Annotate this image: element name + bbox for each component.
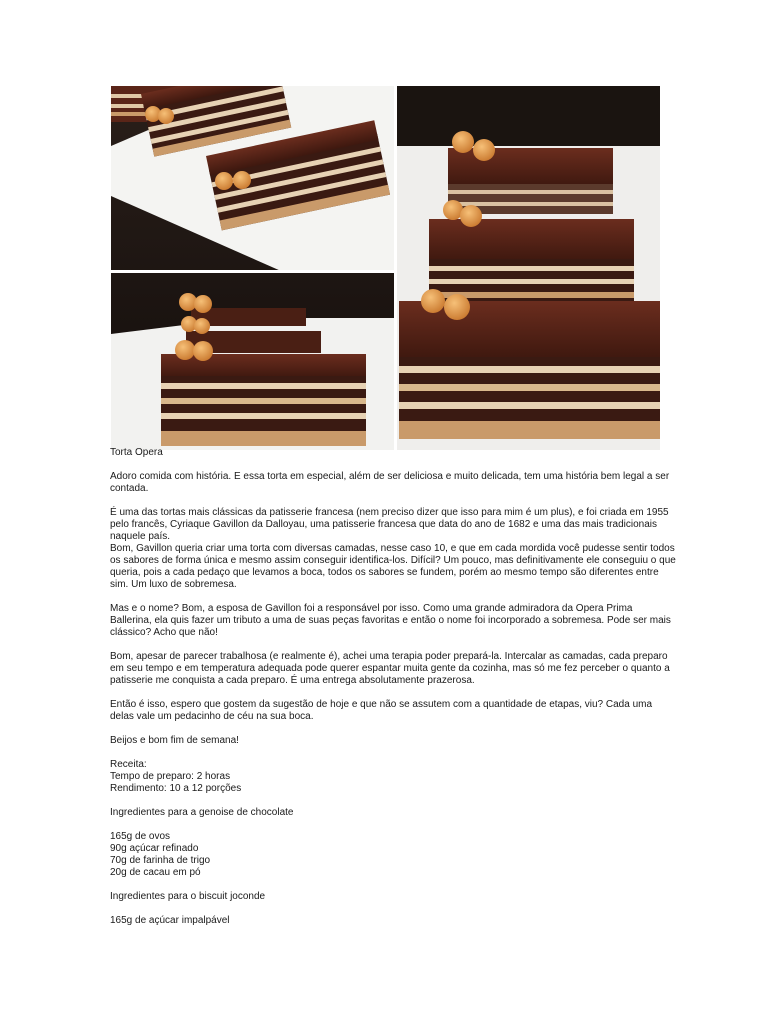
paragraph-line: 165g de ovos bbox=[110, 831, 171, 842]
paragraph-line: 20g de cacau em pó bbox=[110, 867, 201, 878]
article-paragraph bbox=[110, 651, 670, 687]
paragraph-line: Bom, apesar de parecer trabalhosa (e realmente é), achei uma terapia poder prepará-la. Intercalar as camadas, cada preparo bbox=[110, 651, 668, 662]
article-paragraph bbox=[110, 471, 670, 495]
article-paragraph bbox=[110, 699, 655, 723]
paragraph-line: os sabores de forma única e mesmo assim conseguir identifica-los. Difícil? Um pouco, mas definitivamente ele conseguiu o que bbox=[110, 555, 676, 566]
paragraph-line: patisserie me conquista a cada preparo. É uma entrega absolutamente prazerosa. bbox=[110, 675, 475, 686]
cake-slice-mid-right bbox=[429, 219, 634, 303]
cake-slice-front-bottomleft bbox=[161, 354, 366, 446]
paragraph-line: clássico? Acho que não! bbox=[110, 627, 218, 638]
paragraph-line: Rendimento: 10 a 12 porções bbox=[110, 783, 242, 794]
paragraph-line: Ingredientes para o biscuit joconde bbox=[110, 891, 266, 902]
article-body bbox=[110, 447, 676, 939]
paragraph-line: delas vale um pedacinho de céu na sua boca. bbox=[110, 711, 314, 722]
article-paragraph bbox=[110, 735, 655, 747]
paragraph-line: 70g de farinha de trigo bbox=[110, 855, 211, 866]
paragraph-line: Bom, Gavillon queria criar uma torta com diversas camadas, nesse caso 10, e que em cada mordida você pudesse sentir todos bbox=[110, 543, 675, 554]
paragraph-line: Mas e o nome? Bom, a esposa de Gavillon foi a responsável por isso. Como uma grande admiradora da Opera Prima bbox=[110, 603, 633, 614]
paragraph-line: Beijos e bom fim de semana! bbox=[110, 735, 239, 746]
paragraph-line: 165g de açúcar impalpável bbox=[110, 915, 230, 926]
article-paragraph bbox=[110, 831, 655, 879]
paragraph-line: queria, pois a cada pedaço que levamos a boca, todos os sabores se fundem, porém ao mesmo tempo são diferentes entre bbox=[110, 567, 659, 578]
paragraph-line: Tempo de preparo: 2 horas bbox=[110, 771, 231, 782]
article-paragraph bbox=[110, 891, 655, 903]
paragraph-line: 90g açúcar refinado bbox=[110, 843, 199, 854]
article-paragraph bbox=[110, 759, 655, 795]
paragraph-line: naquele país. bbox=[110, 531, 171, 542]
paragraph-line: Adoro comida com história. E essa torta em especial, além de ser deliciosa e muito delicada, tem uma história bem legal a ser bbox=[110, 471, 670, 482]
paragraph-line: sim. Um luxo de sobremesa. bbox=[110, 579, 237, 590]
paragraph-line: Ingredientes para a genoise de chocolate bbox=[110, 807, 294, 818]
cake-slice-back-right bbox=[448, 148, 613, 214]
article-title: Torta Opera bbox=[110, 447, 163, 458]
paragraph-line: em seu tempo e em temperatura adequada pode querer espantar muita gente da cozinha, mas só me fez perceber o quanto a bbox=[110, 663, 670, 674]
paragraph-line: pelo francês, Cyriaque Gavillon da Dalloyau, uma patisserie francesa que data do ano de 1682 e uma das mais tradicionais bbox=[110, 519, 657, 530]
article-paragraphs bbox=[110, 471, 676, 927]
cake-photo-svg bbox=[111, 86, 660, 450]
cake-slice-front-right bbox=[399, 301, 660, 439]
article-paragraph bbox=[110, 507, 676, 591]
paragraph-line: Então é isso, espero que gostem da sugestão de hoje e que não se assutem com a quantidade de etapas, viu? Cada uma bbox=[110, 699, 653, 710]
paragraph-line: É uma das tortas mais clássicas da patisserie francesa (nem preciso dizer que isso para mim é um plus), e foi criada em 1955 bbox=[110, 507, 669, 518]
article-paragraph bbox=[110, 807, 655, 819]
paragraph-line: Receita: bbox=[110, 759, 147, 770]
paragraph-line: contada. bbox=[110, 483, 149, 494]
cake-photo-collage bbox=[111, 86, 660, 450]
article-paragraph bbox=[110, 603, 671, 639]
article-paragraph bbox=[110, 915, 655, 927]
paragraph-line: Ballerina, ela quis fazer um tributo a uma de suas peças favoritas e então o nome foi incorporado a sobremesa. Pode ser mais bbox=[110, 615, 671, 626]
